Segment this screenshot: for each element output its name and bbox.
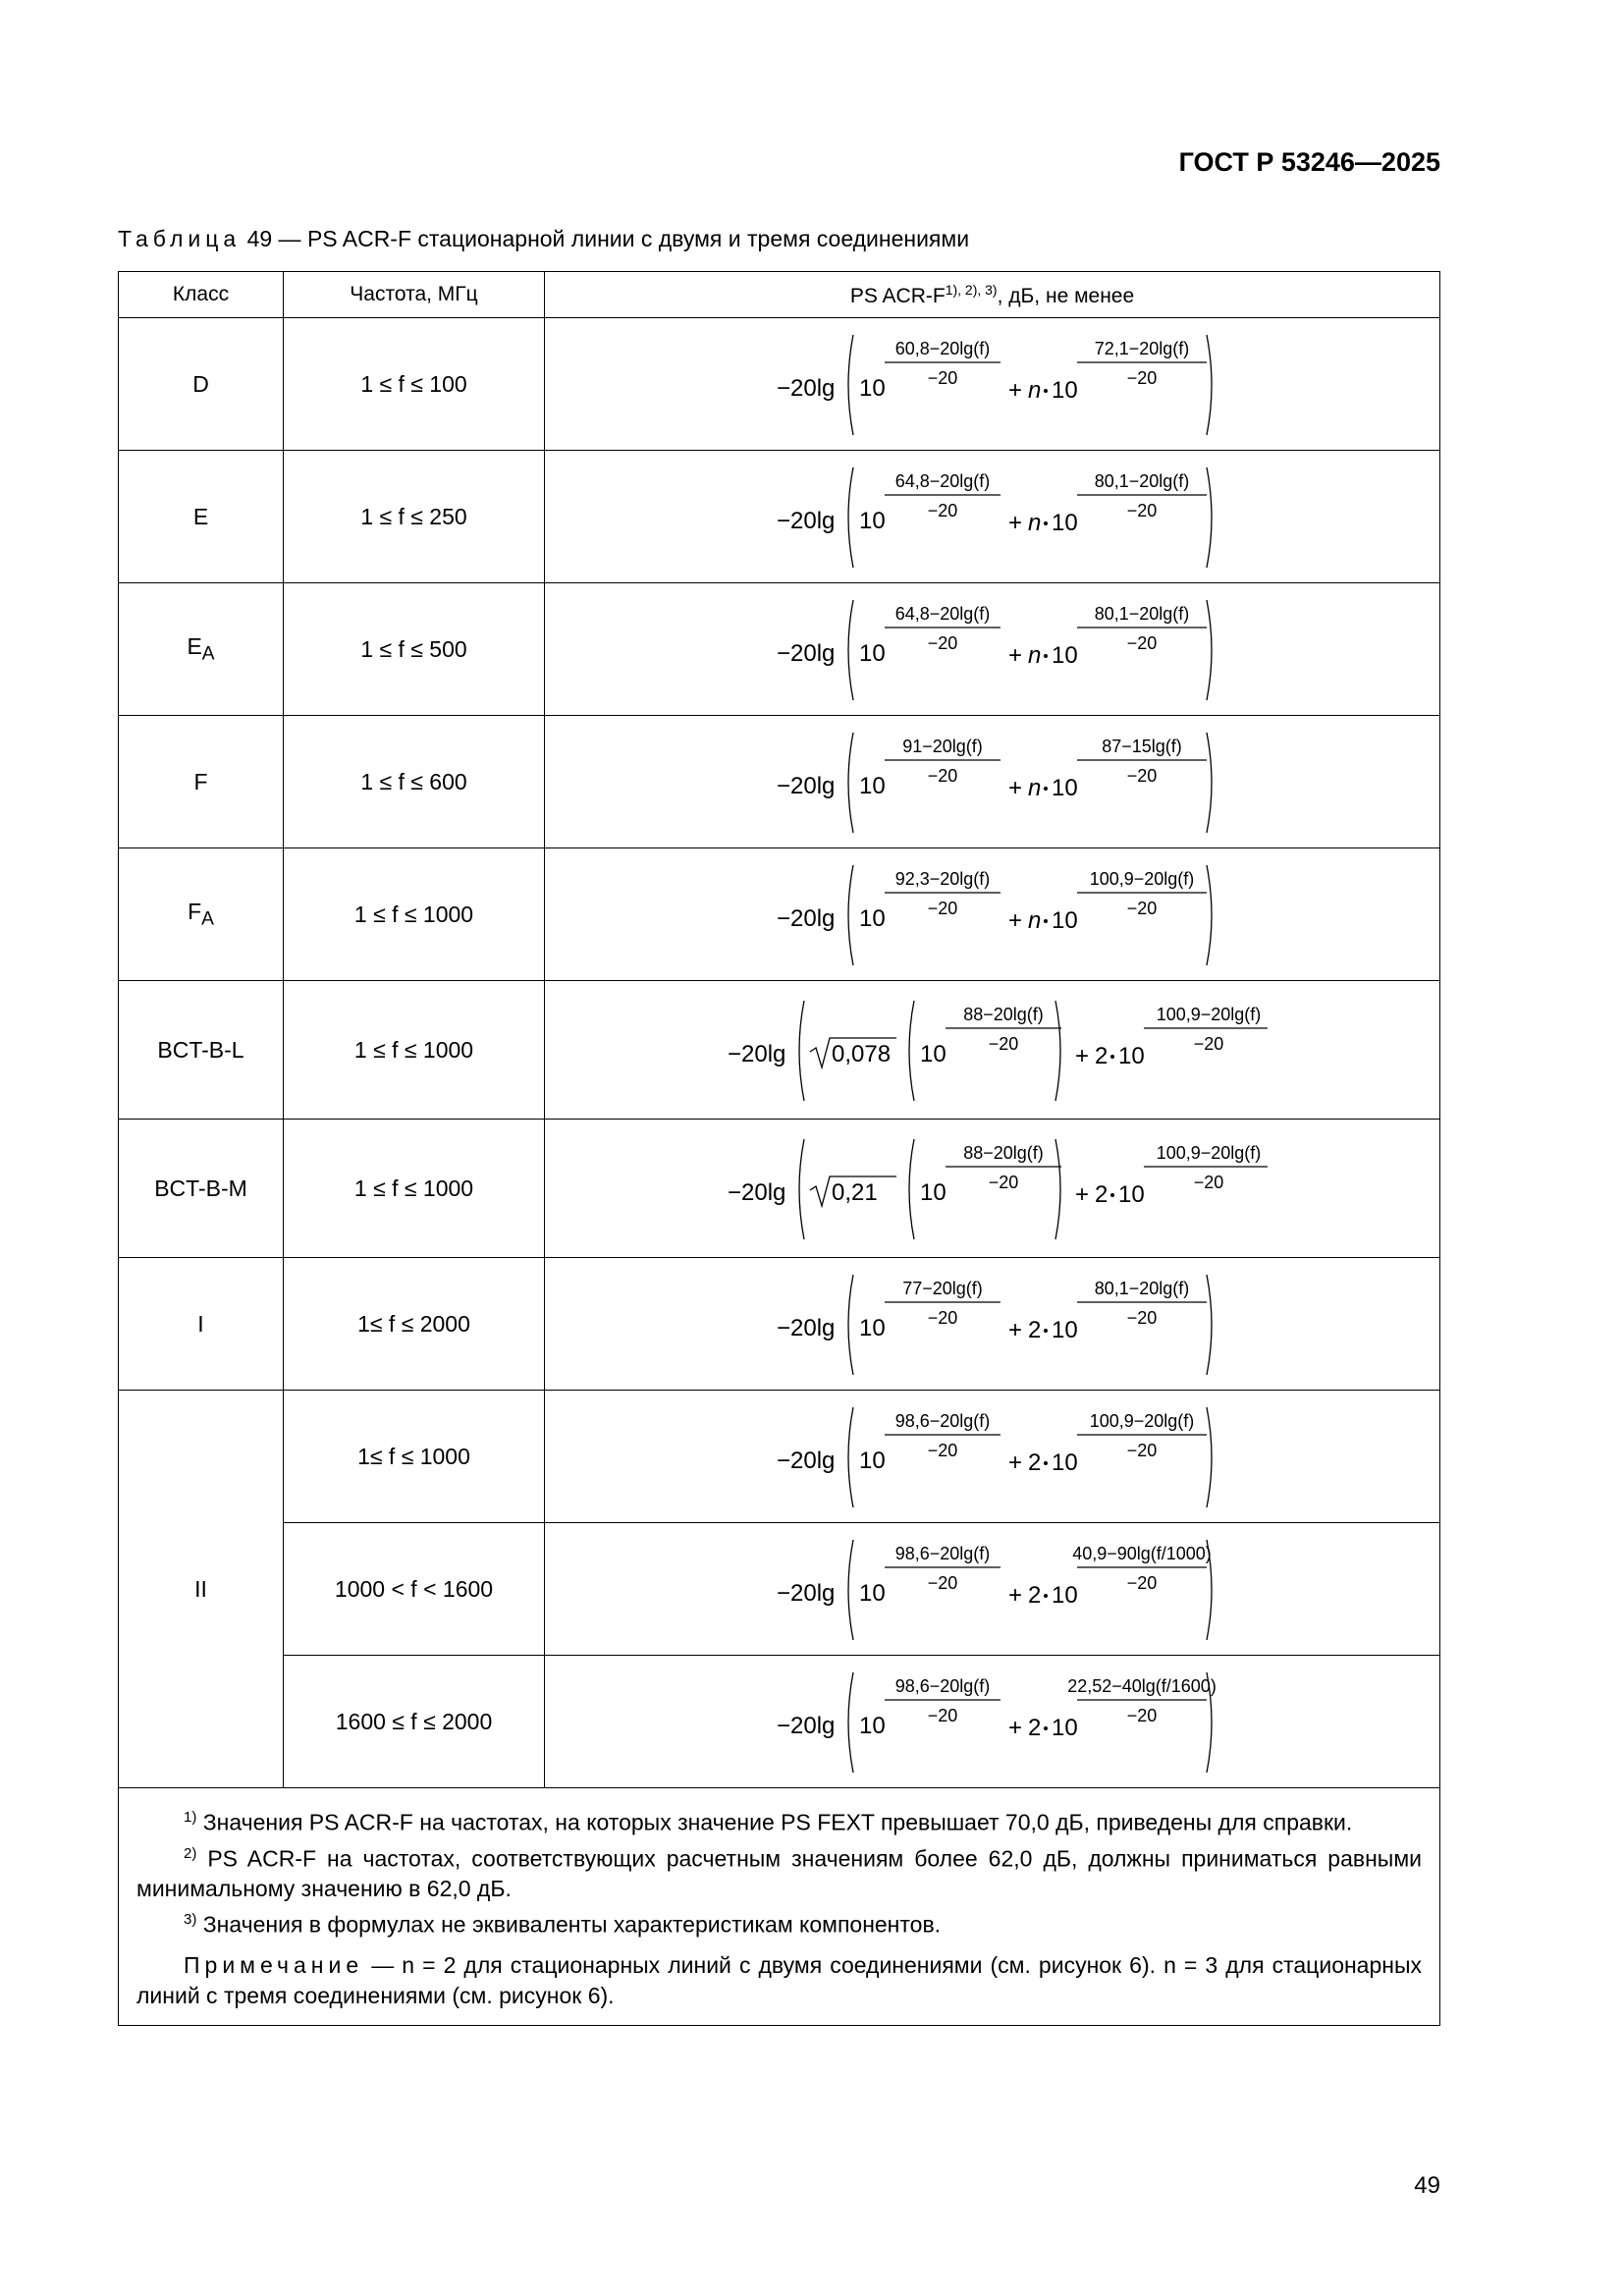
freq-cell: 1000 < f < 1600 bbox=[284, 1523, 545, 1656]
formula bbox=[767, 1663, 1218, 1780]
dot-operator bbox=[1044, 654, 1048, 658]
formula-cell bbox=[545, 716, 1440, 848]
formula bbox=[767, 723, 1218, 841]
freq-cell: 1 ≤ f ≤ 500 bbox=[284, 583, 545, 716]
coefficient: 2 bbox=[1094, 1043, 1108, 1069]
outer-left-paren bbox=[799, 1001, 804, 1101]
formula-lead: −20lg bbox=[776, 1713, 835, 1739]
coefficient: 2 bbox=[1027, 1449, 1041, 1476]
base-10-b: 10 bbox=[1051, 1449, 1078, 1476]
formula-cell bbox=[545, 583, 1440, 716]
base-10-a: 10 bbox=[858, 640, 886, 667]
formula-cell bbox=[545, 318, 1440, 451]
class-subscript: A bbox=[201, 908, 214, 930]
formula-cell bbox=[545, 1656, 1440, 1788]
exp2-denominator: −20 bbox=[1126, 899, 1157, 918]
exp2-numerator: 100,9−20lg(f) bbox=[1156, 1005, 1261, 1024]
notes-row bbox=[119, 1788, 1440, 2026]
coefficient: n bbox=[1027, 775, 1041, 801]
inner-right-paren bbox=[1055, 1139, 1060, 1239]
exp1-numerator: 77−20lg(f) bbox=[901, 1279, 983, 1298]
class-name: I bbox=[197, 1310, 204, 1337]
table-row bbox=[119, 451, 1440, 583]
footnote-1-mark: 1) bbox=[184, 1809, 197, 1826]
exp2-numerator: 22,52−40lg(f/1600) bbox=[1066, 1676, 1217, 1696]
exp1-denominator: −20 bbox=[927, 1441, 957, 1460]
formula-lead: −20lg bbox=[776, 375, 835, 402]
class-name: BCT-B-M bbox=[154, 1175, 247, 1201]
formula-cell bbox=[545, 1391, 1440, 1523]
outer-left-paren bbox=[848, 1672, 853, 1773]
exp1-denominator: −20 bbox=[927, 1706, 957, 1725]
exp1-numerator: 88−20lg(f) bbox=[962, 1143, 1044, 1163]
class-name: E bbox=[192, 503, 209, 529]
outer-left-paren bbox=[848, 1540, 853, 1640]
outer-left-paren bbox=[848, 335, 853, 435]
table-row bbox=[119, 1656, 1440, 1788]
coefficient: n bbox=[1027, 510, 1041, 536]
exp2-denominator: −20 bbox=[1193, 1034, 1223, 1054]
footnote-3-text: Значения в формулах не эквиваленты характеристикам компонентов. bbox=[202, 1911, 942, 1938]
freq-cell: 1≤ f ≤ 1000 bbox=[284, 1391, 545, 1523]
class-name: F bbox=[193, 768, 208, 794]
exp1-denominator: −20 bbox=[988, 1173, 1018, 1192]
coefficient: n bbox=[1027, 377, 1041, 404]
formula bbox=[718, 991, 1268, 1109]
footnote-2-text: PS ACR-F на частотах, соответствующих расчетным значениям более 62,0 дБ, должны приниматься равными минимальному значению в 62,0 дБ. bbox=[136, 1845, 1422, 1902]
col-header-value-suffix: , дБ, не менее bbox=[997, 284, 1135, 307]
formula-cell bbox=[545, 1523, 1440, 1656]
footnote-3 bbox=[136, 1904, 1422, 1941]
exp2-numerator: 100,9−20lg(f) bbox=[1089, 869, 1194, 889]
col-header-class: Класс bbox=[119, 272, 284, 318]
operator-plus: + bbox=[1007, 775, 1022, 801]
coefficient: 2 bbox=[1094, 1181, 1108, 1208]
table-row bbox=[119, 1258, 1440, 1391]
standard-header: ГОСТ Р 53246—2025 bbox=[1178, 147, 1440, 177]
exp2-denominator: −20 bbox=[1193, 1173, 1223, 1192]
formula bbox=[767, 458, 1218, 575]
footnote-2-mark: 2) bbox=[184, 1844, 197, 1862]
outer-left-paren bbox=[848, 600, 853, 700]
exp2-denominator: −20 bbox=[1126, 501, 1157, 520]
class-cell bbox=[119, 981, 284, 1120]
formula bbox=[767, 1397, 1218, 1515]
dot-operator bbox=[1044, 389, 1048, 393]
outer-left-paren bbox=[848, 733, 853, 833]
table-row bbox=[119, 1523, 1440, 1656]
exp2-numerator: 80,1−20lg(f) bbox=[1094, 1279, 1189, 1298]
outer-left-paren bbox=[848, 1275, 853, 1375]
base-10-a: 10 bbox=[858, 1448, 886, 1474]
exp1-denominator: −20 bbox=[927, 368, 957, 388]
class-cell bbox=[119, 451, 284, 583]
base-10-a: 10 bbox=[858, 1713, 886, 1739]
formula-lead: −20lg bbox=[776, 905, 835, 932]
base-10-b: 10 bbox=[1051, 377, 1078, 404]
dot-operator bbox=[1044, 521, 1048, 525]
outer-left-paren bbox=[848, 467, 853, 568]
exp2-denominator: −20 bbox=[1126, 1706, 1157, 1725]
exp1-denominator: −20 bbox=[988, 1034, 1018, 1054]
sqrt-value: 0,078 bbox=[831, 1041, 891, 1067]
class-name: E bbox=[187, 632, 202, 659]
base-10-b: 10 bbox=[1051, 642, 1078, 669]
base-10-b: 10 bbox=[1117, 1181, 1145, 1208]
exp2-denominator: −20 bbox=[1126, 1573, 1157, 1593]
base-10-b: 10 bbox=[1051, 1582, 1078, 1609]
class-name: BCT-B-L bbox=[157, 1036, 244, 1063]
outer-left-paren bbox=[799, 1139, 804, 1239]
formula-lead: −20lg bbox=[776, 508, 835, 534]
formula-lead: −20lg bbox=[776, 640, 835, 667]
exp1-numerator: 91−20lg(f) bbox=[901, 737, 983, 756]
table-row bbox=[119, 583, 1440, 716]
operator-plus: + bbox=[1007, 1582, 1022, 1609]
class-cell bbox=[119, 716, 284, 848]
exp2-denominator: −20 bbox=[1126, 1441, 1157, 1460]
formula-cell bbox=[545, 1258, 1440, 1391]
base-10-b: 10 bbox=[1051, 907, 1078, 934]
remark-text: — n = 2 для стационарных линий с двумя соединениями (см. рисунок 6). n = 3 для стационарных линий с тремя соединениями (см. рисунок 6). bbox=[136, 1951, 1422, 2008]
caption-text: 49 — PS ACR-F стационарной линии с двумя и тремя соединениями bbox=[246, 226, 970, 251]
exp1-denominator: −20 bbox=[927, 501, 957, 520]
sqrt-value: 0,21 bbox=[831, 1179, 878, 1206]
class-subscript: A bbox=[201, 643, 215, 665]
outer-right-paren bbox=[1207, 335, 1212, 435]
base-10-b: 10 bbox=[1051, 1715, 1078, 1741]
table-header-row bbox=[119, 272, 1440, 318]
col-header-value-sup: 1), 2), 3) bbox=[945, 281, 998, 298]
formula bbox=[767, 1530, 1218, 1648]
formula bbox=[767, 325, 1218, 443]
dot-operator bbox=[1044, 1329, 1048, 1333]
outer-right-paren bbox=[1207, 1275, 1212, 1375]
operator-plus: + bbox=[1007, 1317, 1022, 1343]
acr-f-table bbox=[118, 271, 1440, 2026]
outer-right-paren bbox=[1207, 600, 1212, 700]
exp1-denominator: −20 bbox=[927, 633, 957, 653]
operator-plus: + bbox=[1007, 1715, 1022, 1741]
table-row bbox=[119, 318, 1440, 451]
exp2-denominator: −20 bbox=[1126, 633, 1157, 653]
page-number: 49 bbox=[1414, 2172, 1440, 2199]
exp1-denominator: −20 bbox=[927, 1573, 957, 1593]
exp1-numerator: 64,8−20lg(f) bbox=[894, 604, 990, 624]
exp1-numerator: 98,6−20lg(f) bbox=[894, 1544, 990, 1563]
exp2-denominator: −20 bbox=[1126, 368, 1157, 388]
footnote-3-mark: 3) bbox=[184, 1911, 197, 1929]
formula bbox=[767, 590, 1218, 708]
dot-operator bbox=[1044, 1726, 1048, 1730]
inner-right-paren bbox=[1055, 1001, 1060, 1101]
dot-operator bbox=[1044, 1461, 1048, 1465]
dot-operator bbox=[1044, 1594, 1048, 1598]
outer-left-paren bbox=[848, 1407, 853, 1507]
coefficient: n bbox=[1027, 907, 1041, 934]
freq-cell: 1 ≤ f ≤ 1000 bbox=[284, 848, 545, 981]
operator-plus: + bbox=[1007, 642, 1022, 669]
dot-operator bbox=[1110, 1193, 1114, 1197]
table-row bbox=[119, 716, 1440, 848]
formula-lead: −20lg bbox=[727, 1179, 785, 1206]
inner-left-paren bbox=[909, 1001, 914, 1101]
outer-left-paren bbox=[848, 865, 853, 965]
operator-plus: + bbox=[1007, 510, 1022, 536]
footnote-2 bbox=[136, 1838, 1422, 1905]
class-cell bbox=[119, 1258, 284, 1391]
col-header-value-prefix: PS ACR-F bbox=[849, 284, 946, 307]
formula-cell bbox=[545, 1120, 1440, 1258]
footnote-1-text: Значения PS ACR-F на частотах, на которых значение PS FEXT превышает 70,0 дБ, приведены для справки. bbox=[202, 1809, 1353, 1835]
class-cell bbox=[119, 848, 284, 981]
class-name: F bbox=[188, 898, 202, 924]
col-header-freq: Частота, МГц bbox=[284, 272, 545, 318]
formula bbox=[767, 855, 1218, 973]
exp2-numerator: 100,9−20lg(f) bbox=[1156, 1143, 1261, 1163]
operator-plus: + bbox=[1007, 907, 1022, 934]
base-10-b: 10 bbox=[1117, 1043, 1145, 1069]
freq-cell: 1 ≤ f ≤ 1000 bbox=[284, 1120, 545, 1258]
freq-cell: 1600 ≤ f ≤ 2000 bbox=[284, 1656, 545, 1788]
dot-operator bbox=[1044, 787, 1048, 791]
exp2-numerator: 72,1−20lg(f) bbox=[1094, 339, 1189, 358]
exp2-numerator: 87−15lg(f) bbox=[1101, 737, 1182, 756]
class-cell bbox=[119, 1120, 284, 1258]
coefficient: 2 bbox=[1027, 1317, 1041, 1343]
table-row bbox=[119, 1120, 1440, 1258]
exp1-numerator: 88−20lg(f) bbox=[962, 1005, 1044, 1024]
base-10-a: 10 bbox=[858, 773, 886, 799]
formula bbox=[767, 1265, 1218, 1383]
formula-cell bbox=[545, 981, 1440, 1120]
class-cell bbox=[119, 318, 284, 451]
formula-lead: −20lg bbox=[727, 1041, 785, 1067]
outer-right-paren bbox=[1207, 467, 1212, 568]
freq-cell: 1≤ f ≤ 2000 bbox=[284, 1258, 545, 1391]
exp2-numerator: 100,9−20lg(f) bbox=[1089, 1411, 1194, 1431]
operator-plus: + bbox=[1074, 1043, 1089, 1069]
freq-cell: 1 ≤ f ≤ 1000 bbox=[284, 981, 545, 1120]
footnote-1 bbox=[136, 1802, 1422, 1838]
base-10-a: 10 bbox=[858, 1315, 886, 1341]
exp2-numerator: 80,1−20lg(f) bbox=[1094, 471, 1189, 491]
class-name: D bbox=[192, 370, 209, 397]
operator-plus: + bbox=[1074, 1181, 1089, 1208]
table-row bbox=[119, 848, 1440, 981]
caption-label: Таблица bbox=[118, 226, 242, 251]
freq-cell: 1 ≤ f ≤ 600 bbox=[284, 716, 545, 848]
notes-cell bbox=[119, 1788, 1440, 2026]
freq-cell: 1 ≤ f ≤ 100 bbox=[284, 318, 545, 451]
col-header-value bbox=[545, 272, 1440, 318]
remark-label: Примечание bbox=[184, 1951, 364, 1978]
dot-operator bbox=[1044, 919, 1048, 923]
coefficient: 2 bbox=[1027, 1582, 1041, 1609]
class-cell: II bbox=[119, 1391, 284, 1788]
inner-left-paren bbox=[909, 1139, 914, 1239]
exp1-numerator: 98,6−20lg(f) bbox=[894, 1411, 990, 1431]
base-10-a: 10 bbox=[919, 1041, 947, 1067]
remark bbox=[136, 1950, 1422, 2011]
formula bbox=[718, 1129, 1268, 1247]
table-row bbox=[119, 1391, 1440, 1523]
freq-cell: 1 ≤ f ≤ 250 bbox=[284, 451, 545, 583]
base-10-b: 10 bbox=[1051, 775, 1078, 801]
table-row bbox=[119, 981, 1440, 1120]
base-10-b: 10 bbox=[1051, 1317, 1078, 1343]
exp1-numerator: 64,8−20lg(f) bbox=[894, 471, 990, 491]
outer-right-paren bbox=[1207, 1407, 1212, 1507]
formula-cell bbox=[545, 848, 1440, 981]
base-10-a: 10 bbox=[858, 905, 886, 932]
operator-plus: + bbox=[1007, 377, 1022, 404]
coefficient: 2 bbox=[1027, 1715, 1041, 1741]
coefficient: n bbox=[1027, 642, 1041, 669]
exp1-denominator: −20 bbox=[927, 766, 957, 786]
formula-lead: −20lg bbox=[776, 1315, 835, 1341]
base-10-b: 10 bbox=[1051, 510, 1078, 536]
operator-plus: + bbox=[1007, 1449, 1022, 1476]
base-10-a: 10 bbox=[858, 375, 886, 402]
exp2-numerator: 40,9−90lg(f/1000) bbox=[1071, 1544, 1212, 1563]
base-10-a: 10 bbox=[858, 508, 886, 534]
dot-operator bbox=[1110, 1055, 1114, 1059]
exp1-denominator: −20 bbox=[927, 1308, 957, 1328]
exp2-numerator: 80,1−20lg(f) bbox=[1094, 604, 1189, 624]
exp2-denominator: −20 bbox=[1126, 1308, 1157, 1328]
exp1-numerator: 98,6−20lg(f) bbox=[894, 1676, 990, 1696]
base-10-a: 10 bbox=[858, 1580, 886, 1607]
formula-lead: −20lg bbox=[776, 1448, 835, 1474]
formula-cell bbox=[545, 451, 1440, 583]
formula-lead: −20lg bbox=[776, 773, 835, 799]
class-cell bbox=[119, 583, 284, 716]
outer-right-paren bbox=[1207, 865, 1212, 965]
exp1-denominator: −20 bbox=[927, 899, 957, 918]
exp2-denominator: −20 bbox=[1126, 766, 1157, 786]
formula-lead: −20lg bbox=[776, 1580, 835, 1607]
base-10-a: 10 bbox=[919, 1179, 947, 1206]
exp1-numerator: 60,8−20lg(f) bbox=[894, 339, 990, 358]
exp1-numerator: 92,3−20lg(f) bbox=[894, 869, 990, 889]
outer-right-paren bbox=[1207, 733, 1212, 833]
table-caption bbox=[118, 226, 969, 252]
